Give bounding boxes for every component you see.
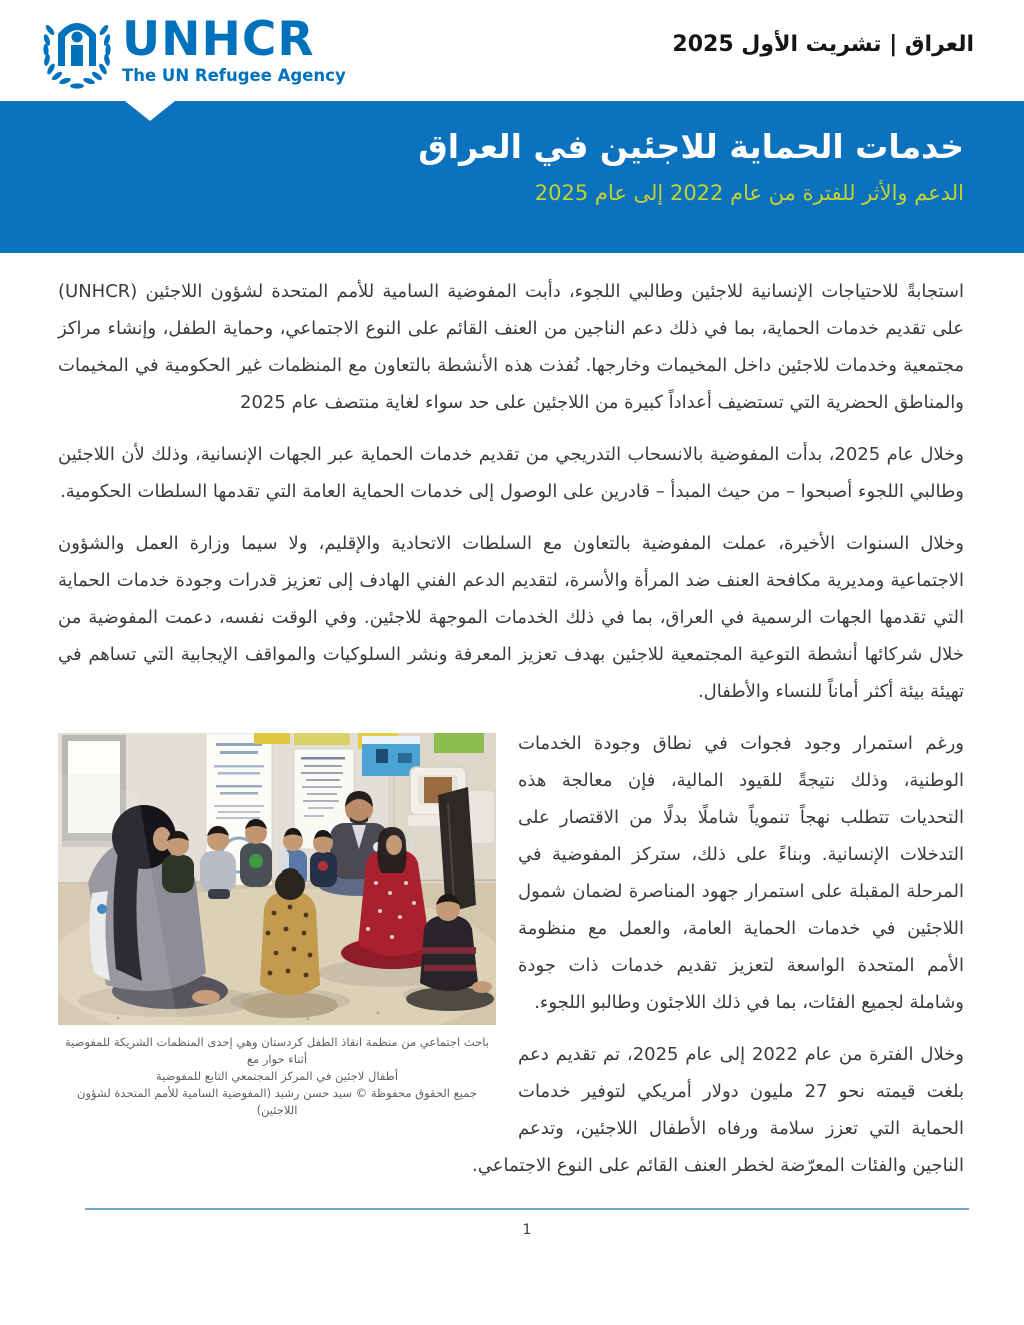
page-header — [0, 0, 1024, 101]
page-number: 1 — [522, 1222, 532, 1238]
article-body — [0, 253, 1024, 1184]
paragraph-5: وخلال الفترة من عام 2022 إلى عام 2025، تم تقديم دعم بلغت قيمته نحو 27 مليون دولار أمريكي لتوفير خدمات الحماية التي تعزز سلامة ورفاه الأطفال اللاجئين، وتدعم الناجين والفئات المعرّضة لخطر العنف القائم على النوع الاجتماعي. — [472, 1044, 965, 1176]
photo-caption-line1: باحث اجتماعي من منظمة انقاذ الطفل كردستان وهي إحدى المنظمات الشريكة للمفوضية أثناء حوار مع — [65, 1035, 489, 1066]
title-banner — [0, 101, 1024, 253]
photo-figure — [58, 733, 496, 1119]
community-session-photo — [58, 733, 496, 1025]
unhcr-wordmark: UNHCR — [122, 12, 315, 67]
banner-notch — [125, 101, 175, 121]
paragraph-2: وخلال عام 2025، بدأت المفوضية بالانسحاب التدريجي من تقديم خدمات الحماية عبر الجهات الإنسانية، وذلك لأن اللاجئين وطالبي اللجوء أصبحوا – من حيث المبدأ – قادرين على الوصول إلى خدمات الحماية العامة التي تقدمها السلطات الحكومية. — [58, 444, 964, 502]
photo-caption-line2: أطفال لاجئين في المركز المجتمعي التابع للمفوضية — [155, 1069, 399, 1083]
document-edition: العراق | تشريت الأول 2025 — [672, 32, 974, 57]
page-title: خدمات الحماية للاجئين في العراق — [418, 127, 964, 166]
photo-caption-credit: جميع الحقوق محفوظة © سيد حسن رشيد (المفوضية السامية للأمم المتحدة لشؤون اللاجئين) — [77, 1086, 477, 1117]
unhcr-logo-text — [122, 8, 346, 85]
page-footer — [85, 1208, 969, 1238]
paragraph-3: وخلال السنوات الأخيرة، عملت المفوضية بالتعاون مع السلطات الاتحادية والإقليم، ولا سيما وزارة العمل والشؤون الاجتماعية ومديرية مكافحة العنف ضد المرأة والأسرة، لتقديم الدعم الفني الهادف إلى تعزيز قدرات وجودة خدمات الحماية التي تقدمها الجهات الرسمية في العراق، بما في ذلك الخدمات الموجهة للاجئين. وفي الوقت نفسه، دعمت المفوضية من خلال شركائها أنشطة التوعية المجتمعية للاجئين بهدف تعزيز المعرفة ونشر السلوكيات والمواقف الإيجابية التي تساهم في تهيئة بيئة أكثر أماناً للنساء والأطفال. — [58, 533, 964, 702]
unhcr-logo — [38, 8, 346, 92]
paragraph-1: استجابةً للاحتياجات الإنسانية للاجئين وطالبي اللجوء، دأبت المفوضية السامية للأمم المتحدة لشؤون اللاجئين (UNHCR) على تقديم خدمات الحماية، بما في ذلك دعم الناجين من العنف القائم على النوع الاجتماعي، وحماية الطفل، وإنشاء مراكز مجتمعية وخدمات للاجئين داخل المخيمات وخارجها. نُفذت هذه الأنشطة بالتعاون مع المنظمات غير الحكومية في المخيمات والمناطق الحضرية التي تستضيف أعداداً كبيرة من اللاجئين على حد سواء لغاية منتصف عام 2025 — [58, 281, 964, 413]
page-subtitle: الدعم والأثر للفترة من عام 2022 إلى عام 2025 — [534, 181, 964, 205]
unhcr-tagline: The UN Refugee Agency — [122, 66, 346, 85]
photo-caption — [58, 1034, 496, 1119]
unhcr-emblem-icon — [38, 8, 116, 92]
paragraph-4: ورغم استمرار وجود فجوات في نطاق وجودة الخدمات الوطنية، وذلك نتيجةً للقيود المالية، فإن معالجة هذه التحديات تتطلب نهجاً تنموياً شاملًا بدلًا من الاقتصار على التدخلات الإنسانية. وبناءً على ذلك، ستركز المفوضية في المرحلة المقبلة على استمرار جهود المناصرة لضمان شمول اللاجئين في خدمات الحماية العامة، والعمل مع منظومة الأمم المتحدة الواسعة لتعزيز تقديم خدمات ذات جودة وشاملة لجميع الفئات، بما في ذلك اللاجئون وطالبو اللجوء. — [518, 733, 964, 1013]
